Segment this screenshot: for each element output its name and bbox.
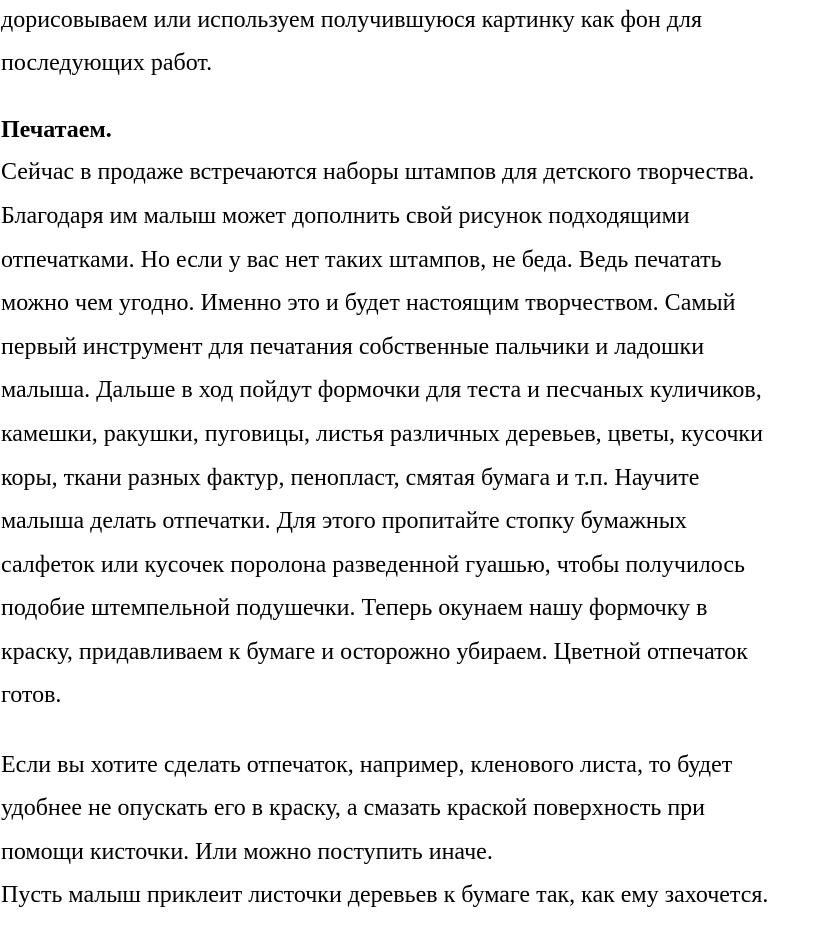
text-line: салфеток или кусочек поролона разведенной гуашью, чтобы получилось (1, 552, 745, 578)
text-line: готов. (1, 682, 62, 708)
text-line: можно чем угодно. Именно это и будет настоящим творчеством. Самый (1, 290, 736, 316)
text-line: Благодаря им малыш может дополнить свой рисунок подходящими (1, 203, 690, 229)
text-line: Пусть малыш приклеит листочки деревьев к бумаге так, как ему захочется. (1, 882, 769, 908)
text-line: последующих работ. (1, 50, 213, 76)
text-line: отпечатками. Но если у вас нет таких штампов, не беда. Ведь печатать (1, 247, 722, 273)
text-line: Сейчас в продаже встречаются наборы штампов для детского творчества. (1, 159, 755, 185)
text-line: первый инструмент для печатания собственные пальчики и ладошки (1, 334, 705, 360)
text-line: малыша. Дальше в ход пойдут формочки для теста и песчаных куличиков, (1, 377, 762, 403)
text-line: дорисовываем или используем получившуюся картинку как фон для (1, 7, 702, 33)
text-line: камешки, ракушки, пуговицы, листья различных деревьев, цветы, кусочки (1, 421, 763, 447)
text-line: подобие штемпельной подушечки. Теперь окунаем нашу формочку в (1, 595, 708, 621)
text-line: коры, ткани разных фактур, пенопласт, смятая бумага и т.п. Научите (1, 465, 700, 491)
section-heading: Печатаем. (1, 117, 112, 143)
text-line: малыша делать отпечатки. Для этого пропитайте стопку бумажных (1, 508, 687, 534)
text-line: краску, придавливаем к бумаге и осторожно убираем. Цветной отпечаток (1, 639, 748, 665)
text-line: помощи кисточки. Или можно поступить иначе. (1, 839, 493, 865)
text-line: удобнее не опускать его в краску, а смазать краской поверхность при (1, 795, 706, 821)
text-line: Если вы хотите сделать отпечаток, например, кленового листа, то будет (1, 752, 733, 778)
